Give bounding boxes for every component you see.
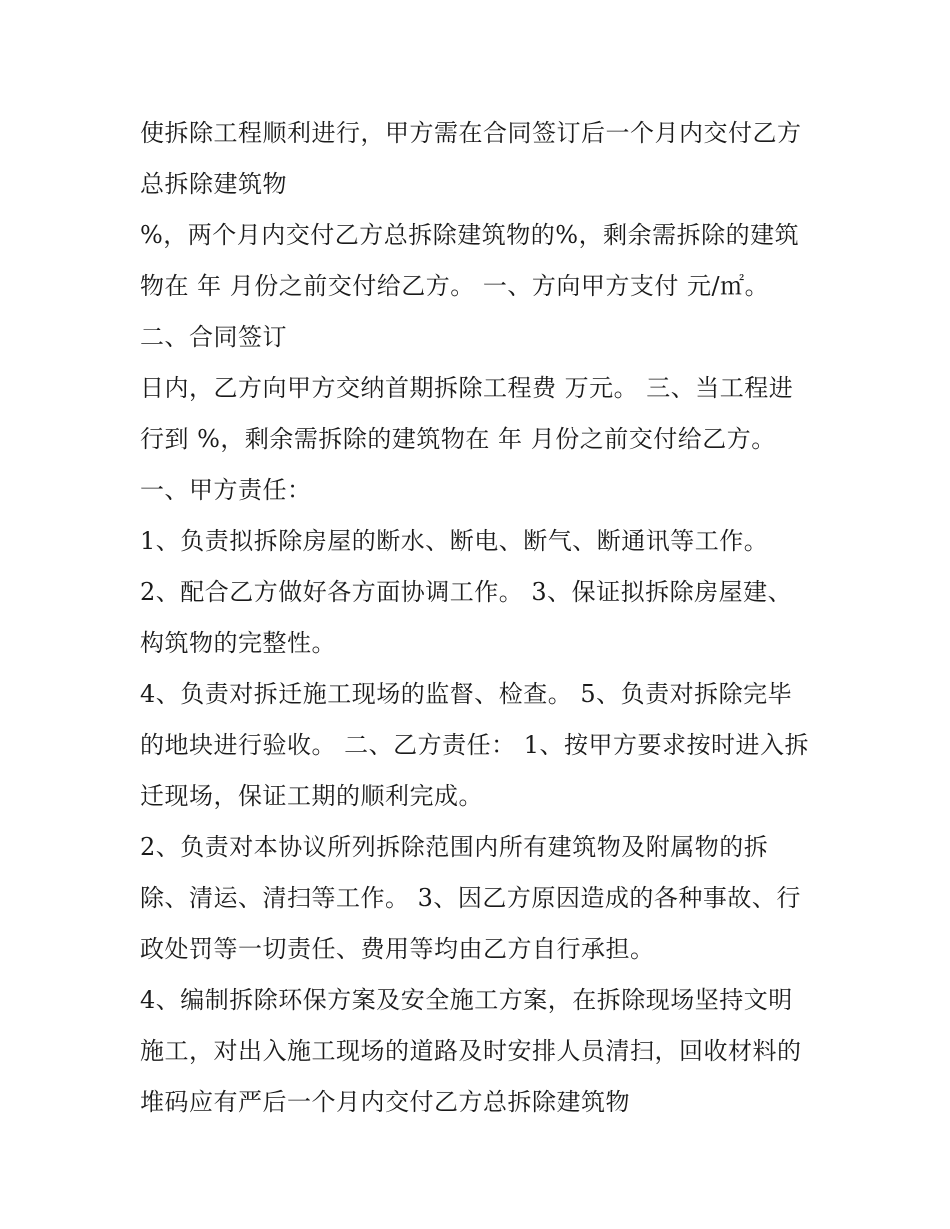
text-line: 日内，乙方向甲方交纳首期拆除工程费 万元。 三、当工程进 [140, 374, 794, 402]
text-line: 行到 %，剩余需拆除的建筑物在 年 月份之前交付给乙方。 [140, 425, 776, 453]
text-line: 2、负责对本协议所列拆除范围内所有建筑物及附属物的拆 [140, 833, 769, 861]
text-line: %，两个月内交付乙方总拆除建筑物的%，剩余需拆除的建筑 [140, 221, 800, 249]
text-line: 使拆除工程顺利进行，甲方需在合同签订后一个月内交付乙方 [140, 119, 802, 147]
text-line: 堆码应有严后一个月内交付乙方总拆除建筑物 [140, 1088, 630, 1116]
text-line: 迁现场，保证工期的顺利完成。 [140, 782, 483, 810]
text-line: 物在 年 月份之前交付给乙方。 一、方向甲方支付 元/㎡。 [140, 272, 770, 300]
text-line: 政处罚等一切责任、费用等均由乙方自行承担。 [140, 935, 655, 963]
text-line: 的地块进行验收。 二、乙方责任： 1、按甲方要求按时进入拆 [140, 731, 810, 759]
text-line: 二、合同签订 [140, 323, 287, 351]
text-line: 2、配合乙方做好各方面协调工作。 3、保证拟拆除房屋建、 [140, 578, 793, 606]
text-line: 4、负责对拆迁施工现场的监督、检查。 5、负责对拆除完毕 [140, 680, 793, 708]
text-line: 除、清运、清扫等工作。 3、因乙方原因造成的各种事故、行 [140, 884, 801, 912]
text-line: 总拆除建筑物 [140, 170, 287, 198]
text-line: 一、甲方责任： [140, 476, 312, 504]
text-line: 1、负责拟拆除房屋的断水、断电、断气、断通讯等工作。 [140, 527, 769, 555]
text-line: 4、编制拆除环保方案及安全施工方案，在拆除现场坚持文明 [140, 986, 793, 1014]
document-body [140, 108, 820, 1128]
text-line: 施工，对出入施工现场的道路及时安排人员清扫，回收材料的 [140, 1037, 802, 1065]
text-line: 构筑物的完整性。 [140, 629, 336, 657]
